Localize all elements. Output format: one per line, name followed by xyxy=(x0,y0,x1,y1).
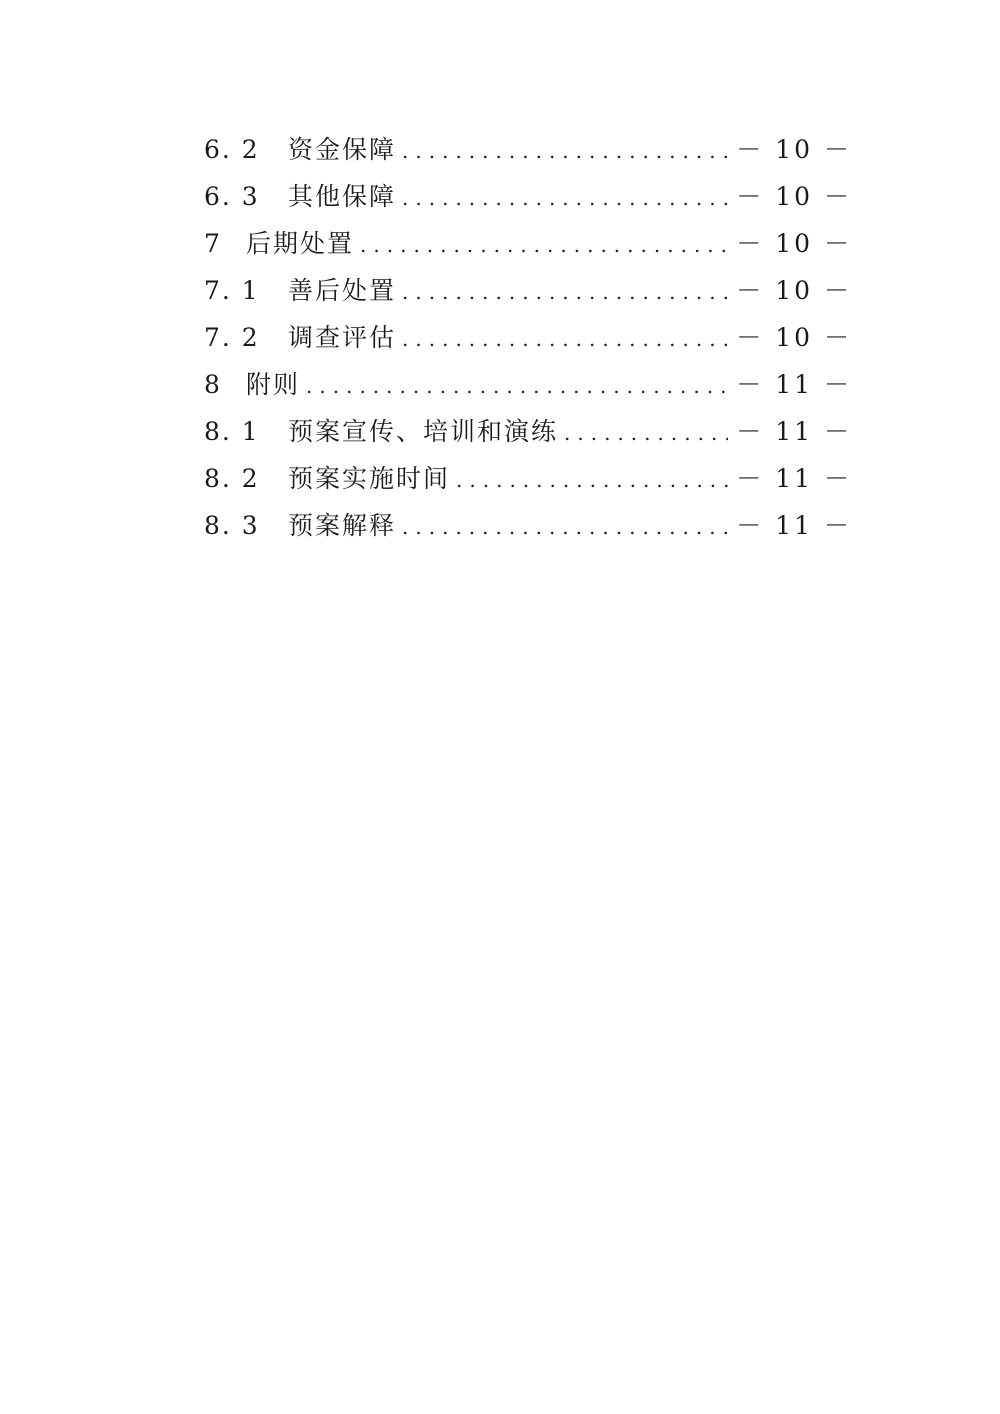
toc-entry-title: 调查评估 xyxy=(288,323,397,352)
toc-dot-leader xyxy=(456,457,728,504)
toc-entry-page: － 10 － xyxy=(736,182,852,211)
toc-entry-number: 8. 3 xyxy=(204,511,260,540)
toc-entry-page: － 10 － xyxy=(736,276,852,305)
toc-entry-page: － 10 － xyxy=(736,135,852,164)
toc-dot-leader xyxy=(564,410,728,457)
toc-entry-number: 8. 2 xyxy=(204,464,260,493)
toc-entry[interactable] xyxy=(204,126,852,173)
toc-entry-title: 预案宣传、培训和演练 xyxy=(288,417,559,446)
toc-dot-leader xyxy=(360,222,728,269)
toc-dot-leader xyxy=(402,128,728,175)
toc-dot-leader xyxy=(402,175,728,222)
toc-entry-number: 6. 3 xyxy=(204,182,260,211)
toc-entry-page: － 10 － xyxy=(736,323,852,352)
toc-entry-number: 7 xyxy=(204,229,222,258)
toc-entry[interactable] xyxy=(204,267,852,314)
toc-dot-leader xyxy=(306,363,728,410)
toc-entry-title: 其他保障 xyxy=(288,182,397,211)
toc-entry-page: － 11 － xyxy=(736,464,852,493)
toc-entry[interactable] xyxy=(204,314,852,361)
toc-entry[interactable] xyxy=(204,173,852,220)
toc-entry[interactable] xyxy=(204,220,852,267)
table-of-contents xyxy=(204,126,852,549)
toc-entry[interactable] xyxy=(204,408,852,455)
toc-entry[interactable] xyxy=(204,455,852,502)
toc-entry-number: 7. 1 xyxy=(204,276,260,305)
toc-entry-title: 后期处置 xyxy=(246,229,355,258)
toc-entry-page: － 11 － xyxy=(736,417,852,446)
toc-entry-title: 善后处置 xyxy=(288,276,397,305)
toc-dot-leader xyxy=(402,316,728,363)
toc-entry-number: 8. 1 xyxy=(204,417,260,446)
toc-entry-page: － 11 － xyxy=(736,511,852,540)
toc-entry[interactable] xyxy=(204,502,852,549)
toc-entry-page: － 10 － xyxy=(736,229,852,258)
toc-entry-number: 7. 2 xyxy=(204,323,260,352)
toc-entry[interactable] xyxy=(204,361,852,408)
toc-dot-leader xyxy=(402,504,728,551)
toc-entry-page: － 11 － xyxy=(736,370,852,399)
toc-entry-number: 6. 2 xyxy=(204,135,260,164)
toc-entry-title: 预案实施时间 xyxy=(288,464,451,493)
toc-dot-leader xyxy=(402,269,728,316)
toc-entry-number: 8 xyxy=(204,370,222,399)
toc-entry-title: 预案解释 xyxy=(288,511,397,540)
toc-entry-title: 附则 xyxy=(246,370,301,399)
toc-entry-title: 资金保障 xyxy=(288,135,397,164)
